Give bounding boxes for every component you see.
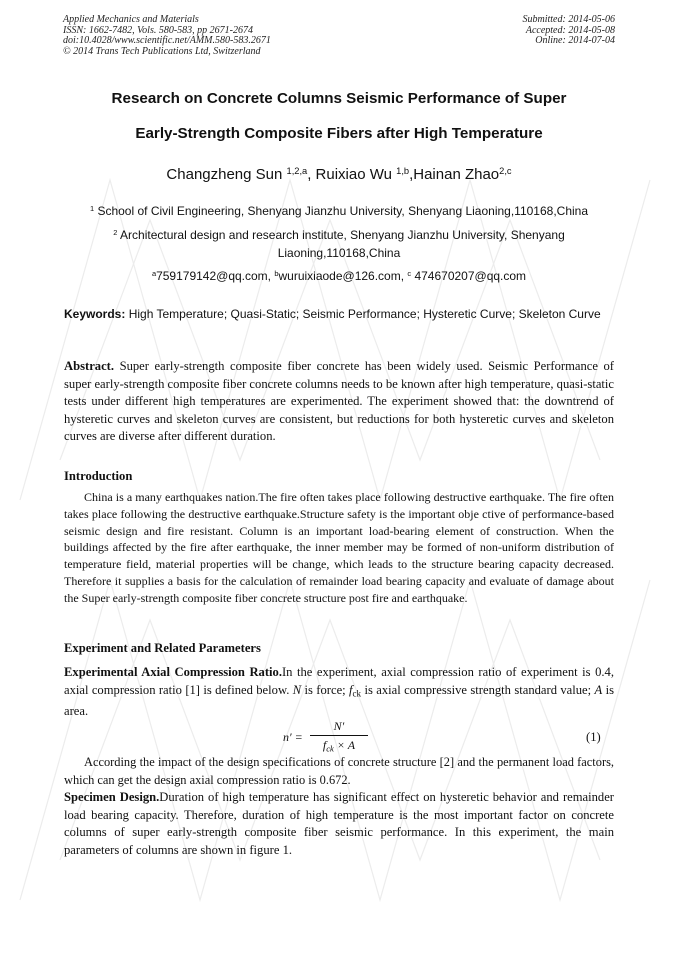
symbol-f-subscript: ck xyxy=(352,688,362,699)
equation-numerator: N′ xyxy=(333,719,345,733)
specimen-design-text: Duration of high temperature has significant effect on hysteretic behavior and remainder load bearing capacity. Therefore, duration of high temperature is the most important factor on concrete columns of super early-strength composite fiber seismic performance. In this experiment, the main parameters of columns are shown in figure 1. xyxy=(64,790,614,857)
keywords-label: Keywords: xyxy=(64,307,126,321)
copyright-line: © 2014 Trans Tech Publications Ltd, Switzerland xyxy=(63,45,261,57)
email-link[interactable]: wuruixiaode@126.com, xyxy=(278,269,408,283)
author-name: Changzheng Sun xyxy=(166,166,287,183)
equation-1 xyxy=(283,719,363,753)
abstract-text: Super early-strength composite fiber concrete has been widely used. Seismic Performance of super early-strength composite fiber concrete columns needs to be known after high temperature, quasi-static tests under different high temperatures are experimented. The experiment showed that: the downtrend of hysteretic curves and skeleton curves are consistent, but reductions for both hysteretic curves and skeleton curves are diverse after different duration. xyxy=(64,359,614,444)
introduction-text: China is a many earthquakes nation.The fire often takes place following destructive earthquake. The fire often takes place following the destructive earthquake.Structure safety is the important obje ctive of performance-based seismic design and fire resistant. Column is an important load-bearing element of construction. When the buildings affected by the fire after earthquake, the inner member may be formed of non-uniform distribution of temperature field, material properties will be change, which leads to the structure bearing capacity decreased. Therefore it supplies a basis for the calculation of remainder load bearing capacity and evaluate of damage about the Super early-strength composite fiber concrete structure post fire and earthquake. xyxy=(64,490,614,605)
paragraph-text: In the experiment, axial compression ratio of experiment is 0.4, axial compression ratio [1] is defined below. xyxy=(64,665,614,697)
author-emails xyxy=(60,267,618,285)
online-date: Online: 2014-07-04 xyxy=(535,35,615,46)
introduction-heading: Introduction xyxy=(64,469,133,483)
author-superscript: 1,2,a xyxy=(286,165,308,176)
symbol-N: N xyxy=(292,682,302,697)
abstract xyxy=(64,358,614,446)
issn-line: ISSN: 1662-7482, Vols. 580-583, pp 2671-2674 xyxy=(63,24,253,36)
paragraph-text: is force; xyxy=(301,682,350,697)
email-link[interactable]: 474670207@qq.com xyxy=(411,269,527,283)
author-list xyxy=(40,166,638,183)
journal-header-right xyxy=(523,15,616,47)
equation-fraction xyxy=(310,719,368,755)
paragraph-text: is area. xyxy=(64,682,614,718)
author-name: , Ruixiao Wu xyxy=(307,166,397,183)
email-link[interactable]: 759179142@qq.com, xyxy=(156,269,275,283)
equation-lhs: n′ = xyxy=(283,730,303,744)
email-marker: b xyxy=(274,268,279,278)
abstract-label: Abstract. xyxy=(64,359,115,373)
keywords xyxy=(64,306,614,324)
author-name: ,Hainan Zhao xyxy=(409,166,500,183)
doi-line: doi:10.4028/www.scientific.net/AMM.580-583.2671 xyxy=(63,35,271,46)
denominator-rest: × A xyxy=(333,738,356,752)
axial-compression-label: Experimental Axial Compression Ratio. xyxy=(64,665,282,679)
affiliation-marker: 1 xyxy=(89,203,95,213)
keywords-text: High Temperature; Quasi-Static; Seismic Performance; Hysteretic Curve; Skeleton Curve xyxy=(125,307,601,321)
affiliation-text: Architectural design and research institute, Shenyang Jianzhu University, Shenyang Liaoning,110168,China xyxy=(117,228,565,260)
affiliation-1 xyxy=(60,202,618,220)
axial-compression-paragraph xyxy=(64,664,614,720)
paper-title-line-1: Research on Concrete Columns Seismic Performance of Super xyxy=(111,90,567,107)
author-superscript: 1,b xyxy=(396,165,410,176)
journal-header-left xyxy=(63,15,271,57)
equation-denominator xyxy=(310,738,368,755)
email-marker: a xyxy=(151,268,157,278)
affiliation-text: School of Civil Engineering, Shenyang Jianzhu University, Shenyang Liaoning,110168,China xyxy=(94,204,588,218)
author-superscript: 2,c xyxy=(499,165,512,176)
journal-name: Applied Mechanics and Materials xyxy=(63,14,199,25)
affiliation-marker: 2 xyxy=(113,227,118,237)
paper-title-line-2: Early-Strength Composite Fibers after High Temperature xyxy=(135,125,543,142)
fraction-bar xyxy=(310,735,368,736)
symbol-f: f xyxy=(349,682,353,697)
affiliation-2 xyxy=(90,226,588,262)
equation-number: (1) xyxy=(586,730,601,744)
paragraph-text: is axial compressive strength standard value; xyxy=(361,682,595,697)
denominator-f: f xyxy=(322,738,327,752)
specimen-design-paragraph xyxy=(64,789,614,859)
specimen-design-label: Specimen Design. xyxy=(64,790,160,804)
submitted-date: Submitted: 2014-05-06 xyxy=(522,14,615,25)
accepted-date: Accepted: 2014-05-08 xyxy=(525,24,615,36)
design-ratio-paragraph: According the impact of the design specifications of concrete structure [2] and the permanent load factors, which can get the design axial compression ratio is 0.672. xyxy=(64,755,614,787)
symbol-A: A xyxy=(594,682,603,697)
email-marker: c xyxy=(407,268,412,278)
denominator-subscript: ck xyxy=(326,743,334,754)
experiment-heading: Experiment and Related Parameters xyxy=(64,641,261,655)
